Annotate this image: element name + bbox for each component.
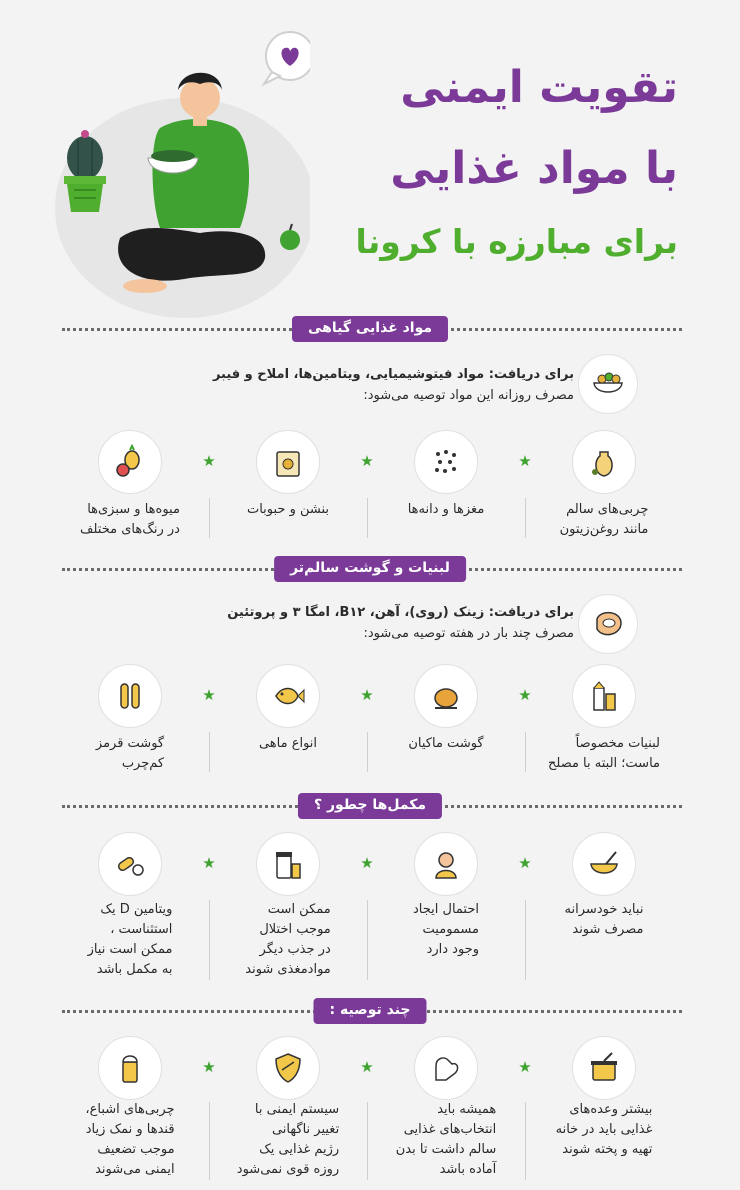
- page-title-line1: تقویت ایمنی: [400, 62, 678, 113]
- item-label: ویتامین D یک استثناست ، ممکن است نیاز به مکمل باشد: [87, 902, 173, 977]
- fruit-veg-icon: [98, 430, 162, 494]
- item-label: لبنیات مخصوصاً ماست؛ البته با مصلح: [547, 736, 661, 771]
- column-divider: [525, 1102, 526, 1180]
- column-divider: [367, 1102, 368, 1180]
- man-eating-salad-illustration: [50, 28, 310, 318]
- intro-line-2: مصرف چند بار در هفته توصیه می‌شود:: [363, 626, 574, 641]
- column-divider: [209, 498, 210, 538]
- heart-speech-bubble-icon: [264, 32, 310, 84]
- column-divider: [367, 498, 368, 538]
- star-bullet-icon: ★: [518, 452, 532, 470]
- capsule-pills-icon: [98, 832, 162, 896]
- nuts-seeds-icon: [414, 430, 478, 494]
- supplement-jar-icon: [256, 832, 320, 896]
- star-bullet-icon: ★: [360, 854, 374, 872]
- item-label: گوشت قرمز کم‌چرب: [95, 736, 165, 771]
- column-divider: [367, 900, 368, 980]
- star-bullet-icon: ★: [202, 686, 216, 704]
- bowl-spoon-icon: [572, 832, 636, 896]
- star-bullet-icon: ★: [518, 854, 532, 872]
- item-label: ممکن است موجب اختلال در جذب دیگر موادمغذی شوند: [245, 902, 331, 977]
- section-title-plant-foods: مواد غذایی گیاهی: [292, 316, 448, 342]
- column-divider: [209, 900, 210, 980]
- cooking-pot-icon: [572, 1036, 636, 1100]
- star-bullet-icon: ★: [202, 1058, 216, 1076]
- fish-icon: [256, 664, 320, 728]
- item-label: نباید خودسرانه مصرف شوند: [564, 902, 644, 937]
- chicken-icon: [414, 664, 478, 728]
- item-label: میوه‌ها و سبزی‌ها در رنگ‌های مختلف: [80, 502, 180, 537]
- item-label: سیستم ایمنی با تغییر ناگهانی رژیم غذایی یک روزه قوی نمی‌شود: [236, 1102, 340, 1177]
- salad-bowl-icon: [578, 354, 638, 414]
- item-label: انواع ماهی: [258, 736, 318, 751]
- section-intro-plant: [213, 364, 574, 406]
- shield-icon: [256, 1036, 320, 1100]
- column-divider: [367, 732, 368, 772]
- section-title-supplements: مکمل‌ها چطور ؟: [298, 793, 442, 819]
- dairy-icon: [572, 664, 636, 728]
- grain-sack-icon: [256, 430, 320, 494]
- section-title-recommendations: چند توصیه :: [313, 998, 426, 1024]
- item-label: بنشن و حبوبات: [246, 502, 330, 517]
- star-bullet-icon: ★: [360, 686, 374, 704]
- intro-line-1: برای دریافت: مواد فیتوشیمیایی، ویتامین‌ها، املاح و فیبر: [212, 367, 574, 382]
- page-subtitle: برای مبارزه با کرونا: [355, 222, 678, 261]
- intro-line-2: مصرف روزانه این مواد توصیه می‌شود:: [363, 388, 574, 403]
- sick-person-icon: [414, 832, 478, 896]
- star-bullet-icon: ★: [360, 452, 374, 470]
- intro-line-1: برای دریافت: زینک (روی)، آهن، B۱۲، امگا ۳ و پروتئین: [227, 605, 574, 620]
- column-divider: [209, 732, 210, 772]
- item-label: احتمال ایجاد مسمومیت وجود دارد: [413, 902, 479, 957]
- star-bullet-icon: ★: [518, 1058, 532, 1076]
- star-bullet-icon: ★: [202, 452, 216, 470]
- steak-icon: [578, 594, 638, 654]
- item-label: همیشه باید انتخاب‌های غذایی سالم داشت تا بدن آماده باشد: [395, 1102, 497, 1177]
- column-divider: [525, 900, 526, 980]
- item-label: چربی‌های سالم مانند روغن‌زیتون: [559, 502, 649, 537]
- column-divider: [525, 732, 526, 772]
- item-label: مغزها و دانه‌ها: [407, 502, 485, 517]
- item-label: چربی‌های اشباع، قندها و نمک زیاد موجب تضعیف ایمنی می‌شوند: [85, 1102, 175, 1177]
- column-divider: [525, 498, 526, 538]
- section-intro-dairy: [227, 602, 574, 644]
- star-bullet-icon: ★: [518, 686, 532, 704]
- star-bullet-icon: ★: [202, 854, 216, 872]
- sausage-icon: [98, 664, 162, 728]
- page-title-line2: با مواد غذایی: [390, 143, 678, 194]
- item-label: بیشتر وعده‌های غذایی باید در خانه تهیه و پخته شوند: [555, 1102, 653, 1157]
- star-bullet-icon: ★: [360, 1058, 374, 1076]
- item-label: گوشت ماکیان: [408, 736, 484, 751]
- section-title-dairy-meat: لبنیات و گوشت سالم‌تر: [274, 556, 466, 582]
- strong-arm-icon: [414, 1036, 478, 1100]
- column-divider: [209, 1102, 210, 1180]
- olive-oil-icon: [572, 430, 636, 494]
- salt-shaker-icon: [98, 1036, 162, 1100]
